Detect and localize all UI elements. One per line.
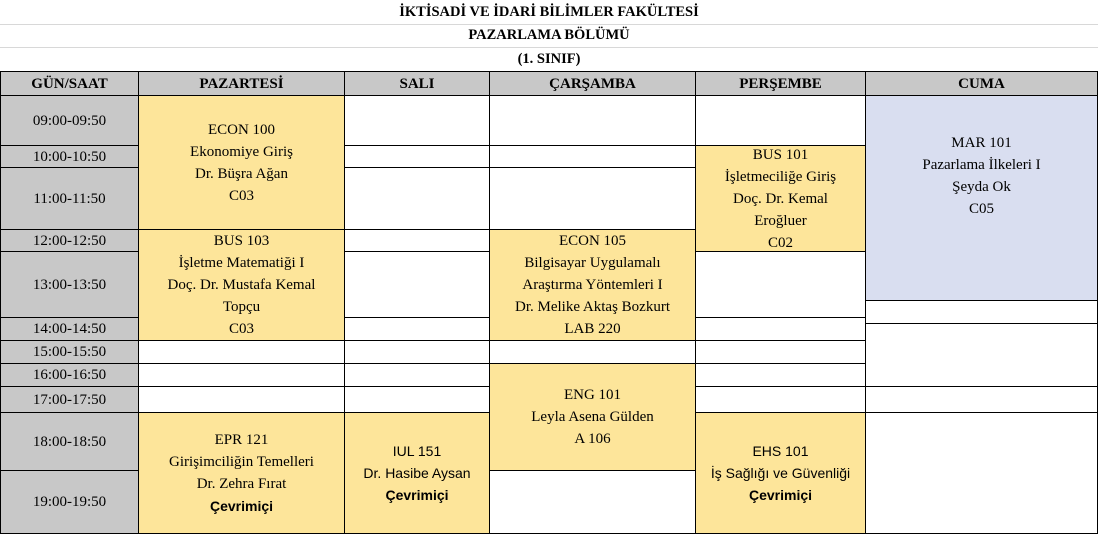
- course-room: LAB 220: [564, 321, 621, 337]
- course-name: Pazarlama İlkeleri I: [922, 157, 1041, 173]
- course-block[interactable]: [138, 412, 345, 534]
- empty-slot: [138, 340, 345, 364]
- time-slot: 14:00-14:50: [0, 317, 139, 341]
- empty-slot: [344, 386, 490, 413]
- course-code: IUL 151: [392, 443, 442, 459]
- course-room: C05: [968, 201, 994, 217]
- course-code: BUS 101: [752, 146, 809, 163]
- course-name: Ekonomiye Giriş: [190, 143, 293, 160]
- course-name: İşletmeciliğe Giriş: [724, 168, 837, 185]
- empty-slot: [695, 386, 866, 413]
- course-instructor: Şeyda Ok: [952, 179, 1011, 195]
- time-slot: 19:00-19:50: [0, 470, 139, 534]
- course-block[interactable]: [344, 412, 490, 534]
- empty-slot: [344, 340, 490, 364]
- column-header-thursday: PERŞEMBE: [695, 71, 866, 96]
- class-title: (1. SINIF): [517, 51, 581, 67]
- course-room: Çevrimiçi: [385, 487, 449, 503]
- empty-slot: [865, 300, 1098, 324]
- course-instructor: Doç. Dr. Kemal Eroğluer: [733, 190, 828, 229]
- course-room: C02: [767, 234, 793, 251]
- empty-slot: [865, 386, 1098, 413]
- course-code: ECON 100: [207, 121, 276, 138]
- time-slot: 17:00-17:50: [0, 386, 139, 413]
- empty-slot: [865, 323, 1098, 387]
- empty-slot: [344, 317, 490, 341]
- empty-slot: [695, 317, 866, 341]
- course-room: Çevrimiçi: [209, 498, 274, 514]
- course-room: Çevrimiçi: [748, 487, 813, 503]
- course-block[interactable]: [865, 95, 1098, 301]
- empty-slot: [344, 229, 490, 252]
- course-block[interactable]: [695, 145, 866, 252]
- empty-slot: [695, 251, 866, 318]
- time-slot: 12:00-12:50: [0, 229, 139, 252]
- empty-slot: [344, 167, 490, 230]
- course-code: EPR 121: [214, 432, 269, 448]
- course-instructor: Leyla Asena Gülden: [531, 409, 654, 425]
- course-block[interactable]: [489, 363, 696, 471]
- empty-slot: [695, 340, 866, 364]
- empty-slot: [344, 251, 490, 318]
- empty-slot: [695, 363, 866, 387]
- course-code: ENG 101: [563, 387, 622, 403]
- empty-slot: [344, 363, 490, 387]
- course-instructor: Dr. Hasibe Aysan: [363, 465, 471, 481]
- empty-slot: [344, 145, 490, 168]
- course-code: BUS 103: [213, 233, 270, 249]
- course-instructor: Dr. Melike Aktaş Bozkurt: [515, 299, 670, 315]
- column-header-monday: PAZARTESİ: [138, 71, 345, 96]
- time-slot: 09:00-09:50: [0, 95, 139, 146]
- course-code: ECON 105: [558, 233, 627, 249]
- column-header-tuesday: SALI: [344, 71, 490, 96]
- course-code: MAR 101: [951, 135, 1012, 151]
- course-instructor: Dr. Zehra Fırat: [196, 476, 287, 492]
- course-name: Girişimciliğin Temelleri: [169, 454, 314, 470]
- time-slot: 13:00-13:50: [0, 251, 139, 318]
- course-block[interactable]: [489, 229, 696, 341]
- time-slot: 18:00-18:50: [0, 412, 139, 471]
- schedule-table: [0, 71, 1098, 534]
- empty-slot: [489, 470, 696, 534]
- empty-slot: [865, 412, 1098, 534]
- empty-slot: [489, 340, 696, 364]
- course-name: İşletme Matematiği I: [178, 255, 305, 271]
- empty-slot: [489, 167, 696, 230]
- faculty-title: İKTİSADİ VE İDARİ BİLİMLER FAKÜLTESİ: [0, 0, 1098, 25]
- column-header-friday: CUMA: [865, 71, 1098, 96]
- column-header-time: GÜN/SAAT: [0, 71, 139, 96]
- empty-slot: [138, 386, 345, 413]
- column-header-wednesday: ÇARŞAMBA: [489, 71, 696, 96]
- course-name: İş Sağlığı ve Güvenliği: [710, 465, 851, 481]
- course-block[interactable]: [695, 412, 866, 534]
- course-code: EHS 101: [752, 443, 809, 459]
- empty-slot: [489, 145, 696, 168]
- time-slot: 11:00-11:50: [0, 167, 139, 230]
- course-instructor: Dr. Büşra Ağan: [195, 165, 288, 182]
- empty-slot: [695, 95, 866, 146]
- time-slot: 15:00-15:50: [0, 340, 139, 364]
- empty-slot: [489, 95, 696, 146]
- course-room: C03: [228, 187, 254, 204]
- course-name: Bilgisayar Uygulamalı Araştırma Yöntemleri I: [522, 255, 663, 293]
- empty-slot: [344, 95, 490, 146]
- course-instructor: Doç. Dr. Mustafa Kemal Topçu: [167, 277, 316, 315]
- course-room: C03: [228, 321, 254, 337]
- course-block[interactable]: [138, 229, 345, 341]
- time-slot: 16:00-16:50: [0, 363, 139, 387]
- course-block[interactable]: [138, 95, 345, 230]
- empty-slot: [138, 363, 345, 387]
- course-room: A 106: [574, 431, 611, 447]
- department-title: PAZARLAMA BÖLÜMÜ: [0, 24, 1098, 48]
- time-slot: 10:00-10:50: [0, 145, 139, 168]
